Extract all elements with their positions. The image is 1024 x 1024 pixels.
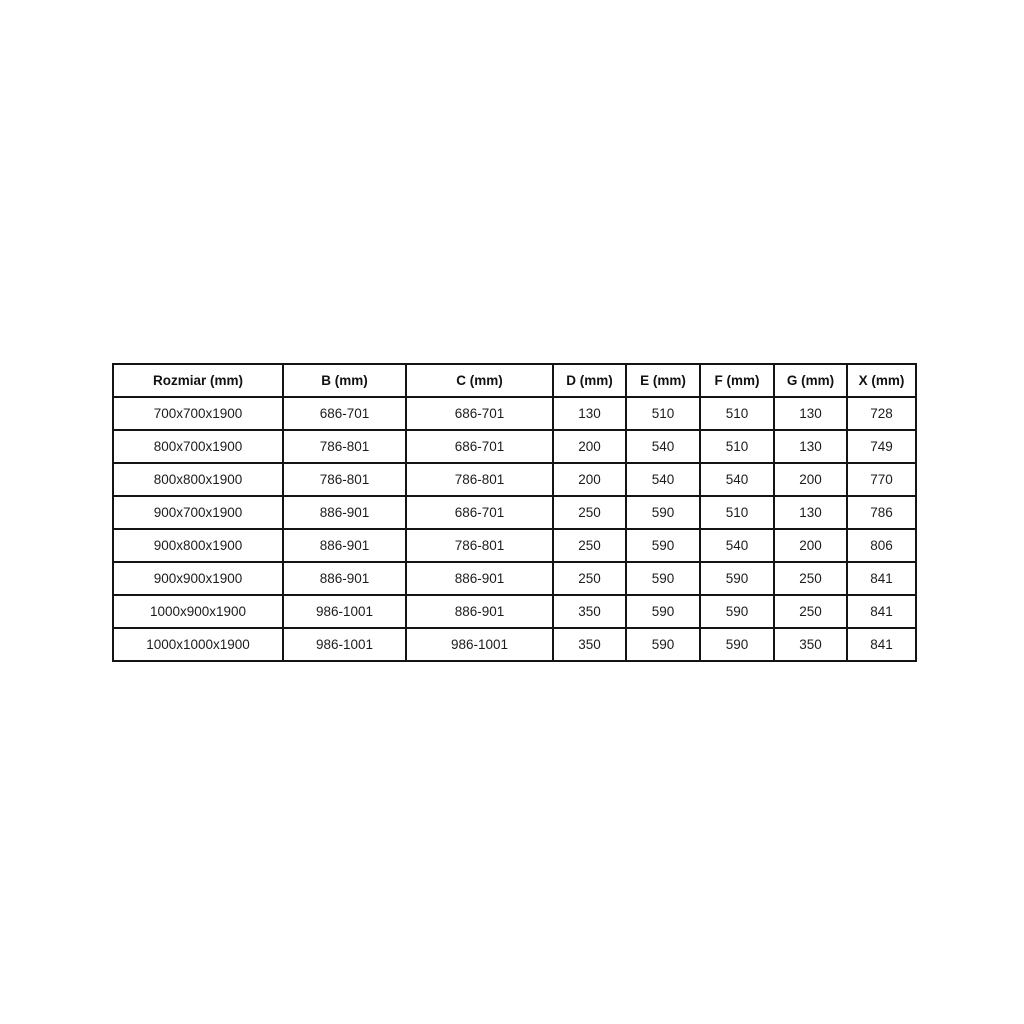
table-cell: 540 [700, 463, 774, 496]
header-cell: X (mm) [847, 364, 916, 397]
table-cell: 686-701 [406, 496, 553, 529]
table-cell: 250 [774, 562, 847, 595]
table-cell: 350 [553, 595, 626, 628]
table-cell: 130 [553, 397, 626, 430]
table-cell: 986-1001 [283, 595, 406, 628]
header-row [113, 364, 916, 397]
table-cell: 841 [847, 628, 916, 661]
header-cell: D (mm) [553, 364, 626, 397]
table-cell: 510 [700, 496, 774, 529]
table-cell: 250 [553, 496, 626, 529]
table-cell: 700x700x1900 [113, 397, 283, 430]
table-cell: 200 [774, 463, 847, 496]
table-row [113, 430, 916, 463]
table-cell: 686-701 [283, 397, 406, 430]
table-cell: 540 [626, 430, 700, 463]
table-cell: 540 [626, 463, 700, 496]
dimensions-table [112, 363, 917, 662]
table-cell: 250 [553, 562, 626, 595]
table-cell: 841 [847, 595, 916, 628]
header-cell: E (mm) [626, 364, 700, 397]
table-cell: 510 [626, 397, 700, 430]
table-row [113, 397, 916, 430]
table-cell: 841 [847, 562, 916, 595]
table-cell: 590 [700, 562, 774, 595]
table-cell: 590 [700, 595, 774, 628]
table-cell: 590 [626, 529, 700, 562]
table-cell: 350 [553, 628, 626, 661]
table-cell: 800x700x1900 [113, 430, 283, 463]
table-cell: 686-701 [406, 397, 553, 430]
table-cell: 900x800x1900 [113, 529, 283, 562]
table-cell: 130 [774, 430, 847, 463]
table-cell: 510 [700, 430, 774, 463]
table-cell: 200 [553, 430, 626, 463]
table-cell: 200 [553, 463, 626, 496]
table-cell: 786 [847, 496, 916, 529]
table-cell: 786-801 [406, 463, 553, 496]
table-cell: 786-801 [406, 529, 553, 562]
table-cell: 800x800x1900 [113, 463, 283, 496]
table-body [113, 397, 916, 661]
table-cell: 350 [774, 628, 847, 661]
table-header [113, 364, 916, 397]
table-cell: 749 [847, 430, 916, 463]
table-cell: 886-901 [283, 529, 406, 562]
table-cell: 1000x1000x1900 [113, 628, 283, 661]
table-cell: 590 [626, 496, 700, 529]
header-cell: B (mm) [283, 364, 406, 397]
table-cell: 986-1001 [406, 628, 553, 661]
table-cell: 900x700x1900 [113, 496, 283, 529]
table-cell: 540 [700, 529, 774, 562]
table-row [113, 562, 916, 595]
table-cell: 886-901 [406, 595, 553, 628]
table-cell: 770 [847, 463, 916, 496]
table-cell: 130 [774, 397, 847, 430]
table-cell: 590 [626, 595, 700, 628]
table-cell: 786-801 [283, 463, 406, 496]
table-cell: 590 [626, 628, 700, 661]
table-row [113, 595, 916, 628]
header-cell: G (mm) [774, 364, 847, 397]
table-cell: 886-901 [283, 496, 406, 529]
table-cell: 130 [774, 496, 847, 529]
table-cell: 986-1001 [283, 628, 406, 661]
table-cell: 250 [553, 529, 626, 562]
table-cell: 590 [700, 628, 774, 661]
table-row [113, 463, 916, 496]
table-cell: 900x900x1900 [113, 562, 283, 595]
table-cell: 786-801 [283, 430, 406, 463]
table-cell: 806 [847, 529, 916, 562]
table-cell: 510 [700, 397, 774, 430]
dimensions-table-container [112, 363, 917, 662]
table-cell: 728 [847, 397, 916, 430]
table-cell: 1000x900x1900 [113, 595, 283, 628]
header-cell: C (mm) [406, 364, 553, 397]
table-cell: 686-701 [406, 430, 553, 463]
table-cell: 250 [774, 595, 847, 628]
table-cell: 590 [626, 562, 700, 595]
table-cell: 200 [774, 529, 847, 562]
header-cell: Rozmiar (mm) [113, 364, 283, 397]
table-row [113, 628, 916, 661]
table-row [113, 529, 916, 562]
table-cell: 886-901 [406, 562, 553, 595]
header-cell: F (mm) [700, 364, 774, 397]
table-row [113, 496, 916, 529]
table-cell: 886-901 [283, 562, 406, 595]
